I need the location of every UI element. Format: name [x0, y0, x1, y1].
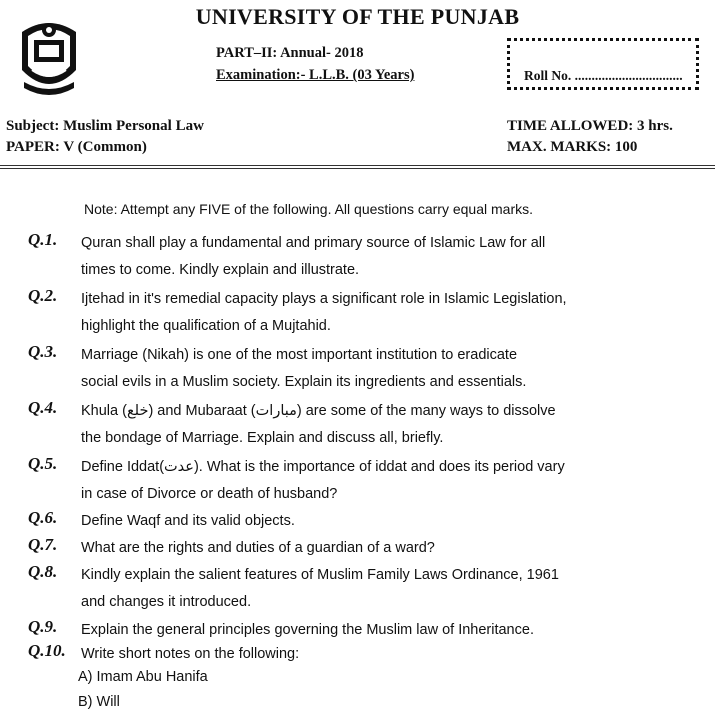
question-number: Q.2.: [28, 286, 58, 305]
university-title: UNIVERSITY OF THE PUNJAB: [195, 4, 520, 29]
instructions-note: Note: Attempt any FIVE of the following. All questions carry equal marks.: [84, 201, 533, 217]
question-number: Q.1.: [28, 230, 58, 249]
question-number: Q.6.: [28, 508, 58, 527]
roll-number-label: Roll No. ................................: [524, 68, 683, 83]
question-number: Q.5.: [28, 454, 58, 473]
question-text: Write short notes on the following:: [81, 646, 300, 662]
time-allowed: TIME ALLOWED: 3 hrs.: [507, 118, 673, 134]
question-number: Q.7.: [28, 535, 58, 554]
exam-name: Examination:- L.L.B. (03 Years): [216, 67, 415, 83]
header-divider: [0, 165, 715, 166]
question-number: Q.4.: [28, 398, 58, 417]
question-text: Define Waqf and its valid objects.: [81, 513, 295, 529]
question-number: Q.3.: [28, 342, 58, 361]
question-number: Q.8.: [28, 562, 58, 581]
question-text: What are the rights and duties of a guardian of a ward?: [81, 540, 435, 556]
roll-number-box: [507, 38, 699, 90]
question-text: Kindly explain the salient features of Muslim Family Laws Ordinance, 1961 and changes it introduced.: [81, 567, 559, 610]
question-text: Ijtehad in it's remedial capacity plays a significant role in Islamic Legislation, highlight the qualification of a Mujtahid.: [81, 291, 567, 334]
short-note-a: A) Imam Abu Hanifa: [78, 669, 208, 685]
short-note-b: B) Will: [78, 694, 120, 710]
question-text: Explain the general principles governing the Muslim law of Inheritance.: [81, 622, 534, 638]
question-text: Khula (خلع) and Mubaraat (مبارات) are some of the many ways to dissolve the bondage of Marriage. Explain and discuss all, briefly.: [81, 403, 556, 446]
subject-label: Subject: Muslim Personal Law: [6, 118, 204, 134]
question-number: Q.9.: [28, 617, 58, 636]
question-number: Q.10.: [28, 641, 66, 660]
header-divider-second: [0, 168, 715, 169]
question-text: Marriage (Nikah) is one of the most important institution to eradicate social evils in a Muslim society. Explain its ingredients and essentials.: [81, 347, 527, 390]
max-marks: MAX. MARKS: 100: [507, 139, 638, 155]
exam-part: PART–II: Annual- 2018: [216, 45, 364, 61]
question-text: Quran shall play a fundamental and primary source of Islamic Law for all times to come. Kindly explain and illustrate.: [81, 235, 546, 278]
question-text: Define Iddat(عدت). What is the importance of iddat and does its period vary in case of Divorce or death of husband?: [81, 459, 565, 502]
paper-label: PAPER: V (Common): [6, 139, 147, 155]
